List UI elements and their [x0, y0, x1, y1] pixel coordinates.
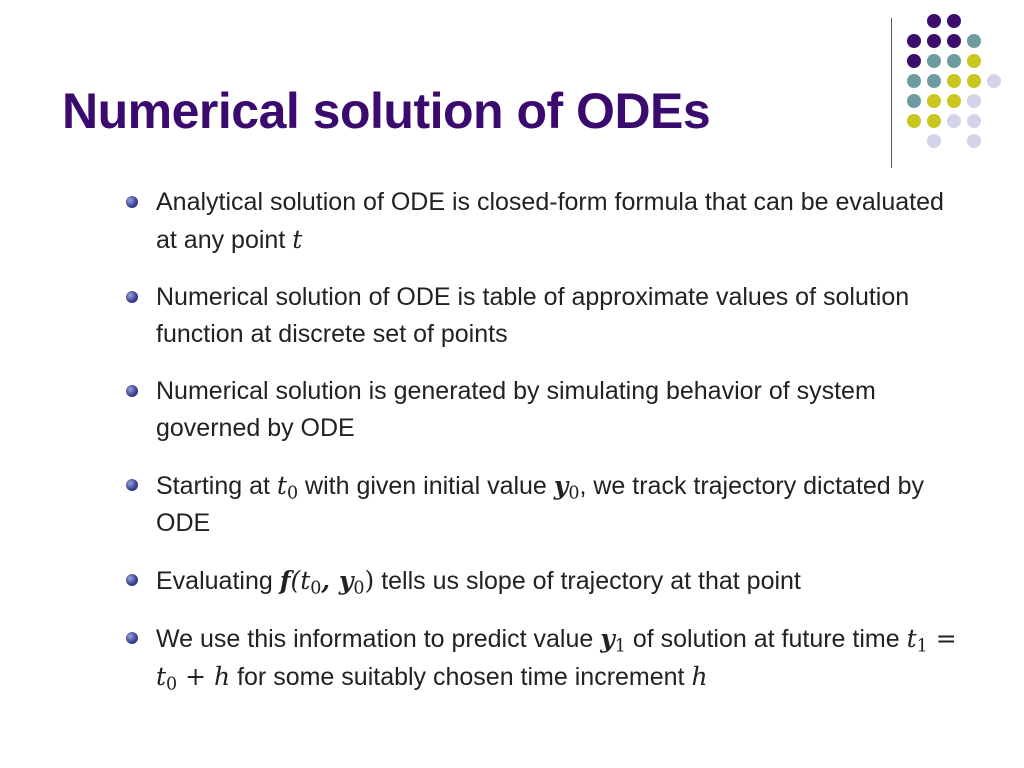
math-var: t — [906, 624, 917, 653]
math-subscript: 0 — [286, 483, 299, 504]
math-var: f — [279, 566, 291, 595]
bullet-text: We use this information to predict value — [156, 625, 601, 653]
decorative-dot — [967, 74, 981, 88]
math-expr: + h — [177, 662, 231, 691]
decorative-dot — [947, 94, 961, 108]
bullet-item — [124, 279, 964, 353]
bullet-list — [124, 184, 964, 716]
math-expr: ) — [364, 566, 375, 595]
math-subscript: 0 — [310, 578, 322, 599]
bullet-icon — [126, 291, 138, 303]
math-var: y — [600, 624, 615, 653]
math-var: t — [292, 225, 303, 254]
bullet-item — [124, 373, 964, 447]
bullet-text: of solution at future time — [625, 625, 907, 653]
bullet-text: , we track trajectory dictated by ODE — [156, 472, 925, 537]
decorative-dot — [927, 134, 941, 148]
decorative-dot — [967, 54, 981, 68]
bullet-text: Starting at — [156, 472, 277, 500]
decorative-dot — [947, 74, 961, 88]
decorative-dot — [947, 114, 961, 128]
bullet-text: for some suitably chosen time increment — [230, 663, 692, 691]
decorative-dot — [967, 134, 981, 148]
math-subscript: 1 — [614, 636, 626, 657]
bullet-item — [124, 620, 964, 696]
math-var: t — [276, 471, 287, 500]
bullet-icon — [126, 385, 138, 397]
bullet-text: Numerical solution of ODE is table of approximate values of solution function at discrete set of points — [156, 283, 910, 348]
slide-title: Numerical solution of ODEs — [62, 83, 711, 139]
decorative-dot — [927, 14, 941, 28]
decorative-dot — [947, 54, 961, 68]
math-expr: (t — [290, 566, 311, 595]
decorative-dot — [927, 54, 941, 68]
decorative-dot — [947, 34, 961, 48]
decorative-dot — [907, 94, 921, 108]
decorative-dot — [907, 74, 921, 88]
decorative-dot — [967, 94, 981, 108]
dot-grid-decoration — [907, 14, 1007, 164]
bullet-item — [124, 467, 964, 542]
bullet-icon — [126, 632, 138, 644]
math-subscript: 0 — [166, 674, 178, 695]
bullet-text: Numerical solution is generated by simulating behavior of system governed by ODE — [156, 377, 876, 442]
math-subscript: 1 — [916, 636, 928, 657]
decorative-dot — [927, 114, 941, 128]
math-expr: = t — [156, 624, 957, 691]
bullet-icon — [126, 574, 138, 586]
decorative-dot — [907, 34, 921, 48]
bullet-text: Analytical solution of ODE is closed-form formula that can be evaluated at any point — [156, 188, 944, 254]
math-subscript: 0 — [353, 578, 365, 599]
decorative-dot — [927, 94, 941, 108]
decorative-dot — [927, 74, 941, 88]
decorative-dot — [927, 34, 941, 48]
decorative-dot — [907, 54, 921, 68]
bullet-text: Evaluating — [156, 567, 280, 595]
decorative-dot — [947, 14, 961, 28]
bullet-text: tells us slope of trajectory at that point — [374, 567, 801, 595]
math-expr: , y — [321, 566, 354, 595]
math-subscript: 0 — [568, 483, 580, 504]
bullet-icon — [126, 196, 138, 208]
decorative-dot — [987, 74, 1001, 88]
bullet-item — [124, 184, 964, 259]
math-var: h — [691, 662, 708, 691]
math-var: y — [553, 471, 569, 500]
bullet-text: with given initial value — [298, 472, 554, 500]
bullet-item — [124, 562, 964, 600]
decorative-dot — [967, 34, 981, 48]
divider-line — [891, 18, 892, 168]
decorative-dot — [907, 114, 921, 128]
bullet-icon — [126, 479, 138, 491]
decorative-dot — [967, 114, 981, 128]
